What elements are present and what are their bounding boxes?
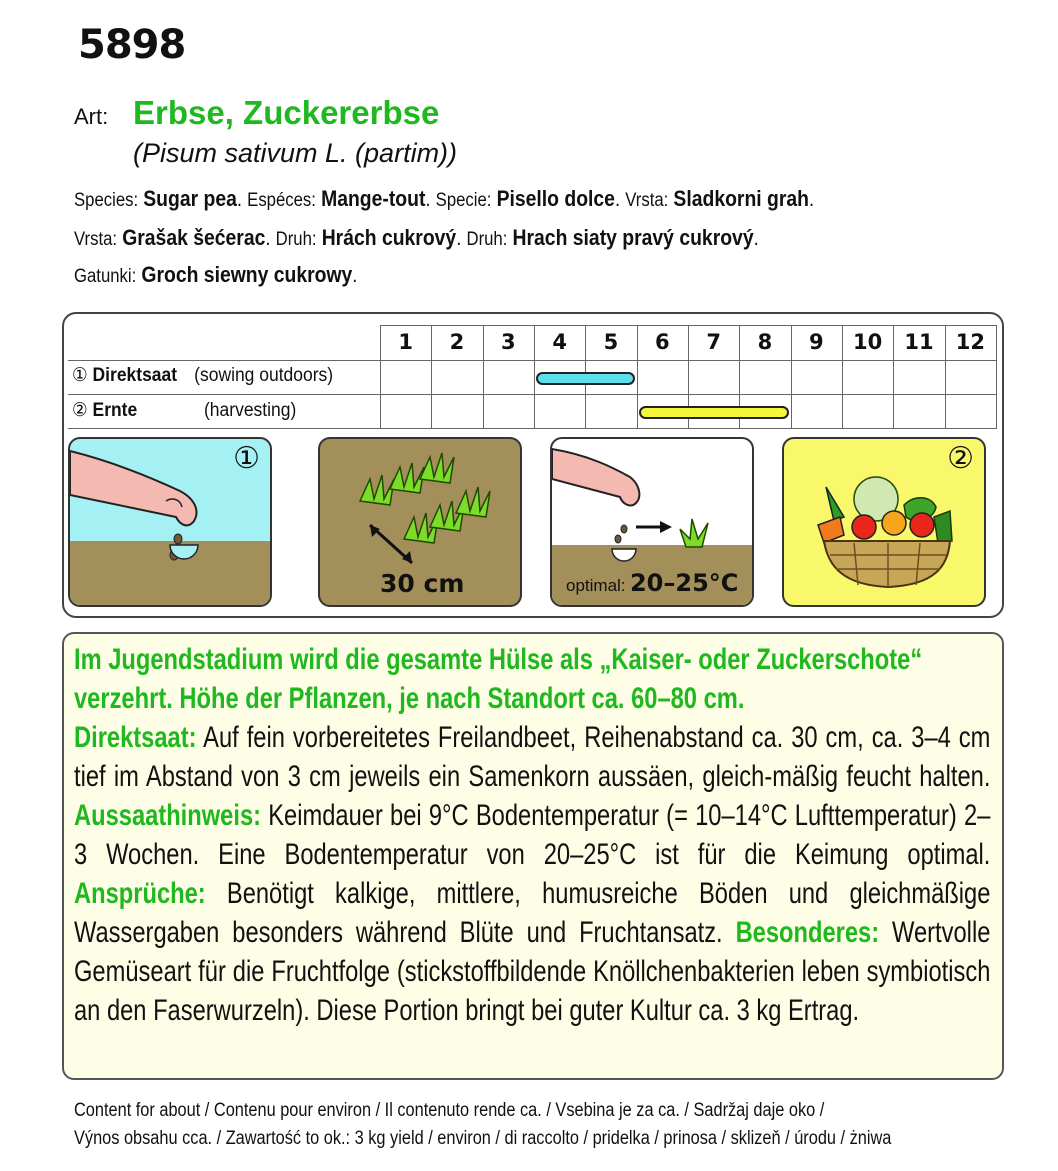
spacing-illustration-panel (318, 437, 522, 607)
month-header: 1 (398, 330, 413, 354)
month-header: 7 (706, 330, 721, 354)
calendar-row-label: Direktsaat (92, 365, 178, 386)
info-keyword-ansprueche: Ansprüche: (74, 877, 206, 910)
calendar-row-harvest: ② Ernte (harvesting) (72, 400, 297, 421)
calendar-cell (534, 394, 586, 429)
harvest-period-bar (639, 406, 789, 419)
art-label: Art: (74, 104, 109, 129)
month-header: 11 (904, 330, 934, 354)
calendar-cell (431, 360, 483, 395)
cultivation-info-text (74, 640, 990, 1030)
calendar-cell (791, 360, 843, 395)
sowing-illustration-panel (68, 437, 272, 607)
info-lead-line: verzehrt. Höhe der Pflanzen, je nach Standort ca. 60–80 cm. (74, 682, 745, 715)
species-label: Vrsta: (625, 190, 669, 211)
species-label: Specie: (435, 190, 492, 211)
calendar-cell (842, 394, 894, 429)
harvest-illustration-panel (782, 437, 986, 607)
species-value: Sladkorni grah (673, 186, 809, 211)
species-label: Druh: (275, 229, 317, 250)
calendar-cell (893, 394, 945, 429)
calendar-cell (483, 394, 535, 429)
footer-line: Content for about / Contenu pour environ / Il contenuto rende ca. / Vsebina je za ca. / Sadržaj daje oko / (74, 1100, 825, 1121)
calendar-cell (483, 360, 535, 395)
calendar-row-label: Ernte (92, 400, 138, 421)
month-header: 8 (757, 330, 773, 354)
sowing-period-bar (536, 372, 635, 385)
species-label: Druh: (466, 229, 508, 250)
info-keyword-aussaathinweis: Aussaathinweis: (74, 799, 262, 832)
calendar-cell (585, 394, 637, 429)
month-header: 6 (655, 330, 670, 354)
info-keyword-direktsaat: Direktsaat: (74, 721, 197, 754)
spacing-label: 30 cm (380, 569, 465, 598)
species-label: Gatunki: (74, 266, 137, 287)
species-label: Species: (74, 190, 139, 211)
calendar-cell (688, 360, 740, 395)
month-header: 5 (603, 330, 619, 354)
species-value: Hrách cukrový (321, 225, 457, 250)
month-header: 4 (552, 330, 567, 354)
species-label: Vrsta: (74, 229, 118, 250)
step-number-icon: ① (233, 441, 260, 476)
species-names-line: Gatunki: Groch siewny cukrowy. (74, 262, 358, 287)
germination-illustration-panel (550, 437, 754, 607)
calendar-cell (945, 360, 997, 395)
calendar-cell (637, 360, 689, 395)
calendar-row-note: (sowing outdoors) (194, 365, 334, 386)
calendar-cell (893, 360, 945, 395)
calendar-row-note: (harvesting) (203, 400, 297, 421)
species-names-line: Vrsta: Grašak šećerac. Druh: Hrách cukrový. Druh: Hrach siaty pravý cukrový. (74, 225, 759, 250)
species-value: Sugar pea (143, 186, 237, 211)
step-number-icon: ② (947, 441, 974, 476)
calendar-cell (842, 360, 894, 395)
species-label: Espéces: (247, 190, 316, 211)
info-keyword-besonderes: Besonderes: (735, 916, 880, 949)
month-header: 12 (955, 330, 985, 354)
calendar-cell (791, 394, 843, 429)
species-value: Hrach siaty pravý cukrový (512, 225, 754, 250)
calendar-cell (431, 394, 483, 429)
month-header: 2 (449, 330, 465, 354)
info-paragraph: Direktsaat: Auf fein vorbereitetes Freilandbeet, Reihenabstand ca. 30 cm, ca. 3–4 cm tief im Abstand von 3 cm jeweils ein Samenkorn aussäen, gleich-mäßig feucht halten. Aussaathinweis: Keimdauer bei 9°C Bodentemperatur (= 10–14°C Lufttemperatur) 2–3 Wochen. Eine Bodentemperatur von 20–25°C ist für die Keimung optimal. Ansprüche: Benötigt kalkige, mittlere, humusreiche Böden und gleichmäßige Wassergaben besonders während Blüte und Fruchtansatz. Besonderes: Wertvolle Gemüseart für die Fruchtfolge (stickstoffbildende Knöllchenbakterien leben symbiotisch an den Faserwurzeln). Diese Portion bringt bei guter Kultur ca. 3 kg Ertrag. (74, 721, 991, 1027)
month-header: 3 (501, 330, 516, 354)
species-names-line: Species: Sugar pea. Espéces: Mange-tout. Specie: Pisello dolce. Vrsta: Sladkorni grah. (74, 186, 815, 211)
species-value: Pisello dolce (496, 186, 615, 211)
footer-line: Výnos obsahu cca. / Zawartość to ok.: 3 kg yield / environ / di raccolto / pridelka / prinosa / sklizeň / úrodu / żniwa (74, 1128, 892, 1149)
calendar-cell (945, 394, 997, 429)
calendar-row-sowing: ① Direktsaat (sowing outdoors) (72, 365, 334, 386)
species-value: Grašak šećerac (122, 225, 266, 250)
month-header: 9 (809, 330, 824, 354)
optimal-label: optimal: (566, 576, 626, 595)
germination-temperature (566, 569, 738, 597)
calendar-cell (739, 360, 791, 395)
calendar-cell (380, 394, 432, 429)
info-lead-line: Im Jugendstadium wird die gesamte Hülse als „Kaiser- oder Zuckerschote“ (74, 643, 923, 676)
art-name: Erbse, Zuckererbse (133, 94, 440, 131)
species-value: Groch siewny cukrowy (141, 262, 353, 287)
latin-name: (Pisum sativum L. (partim)) (133, 138, 458, 168)
species-value: Mange-tout (321, 186, 426, 211)
month-header: 10 (853, 330, 883, 354)
optimal-temperature: 20–25°C (629, 569, 739, 597)
product-code: 5898 (78, 22, 186, 68)
calendar-cell (380, 360, 432, 395)
